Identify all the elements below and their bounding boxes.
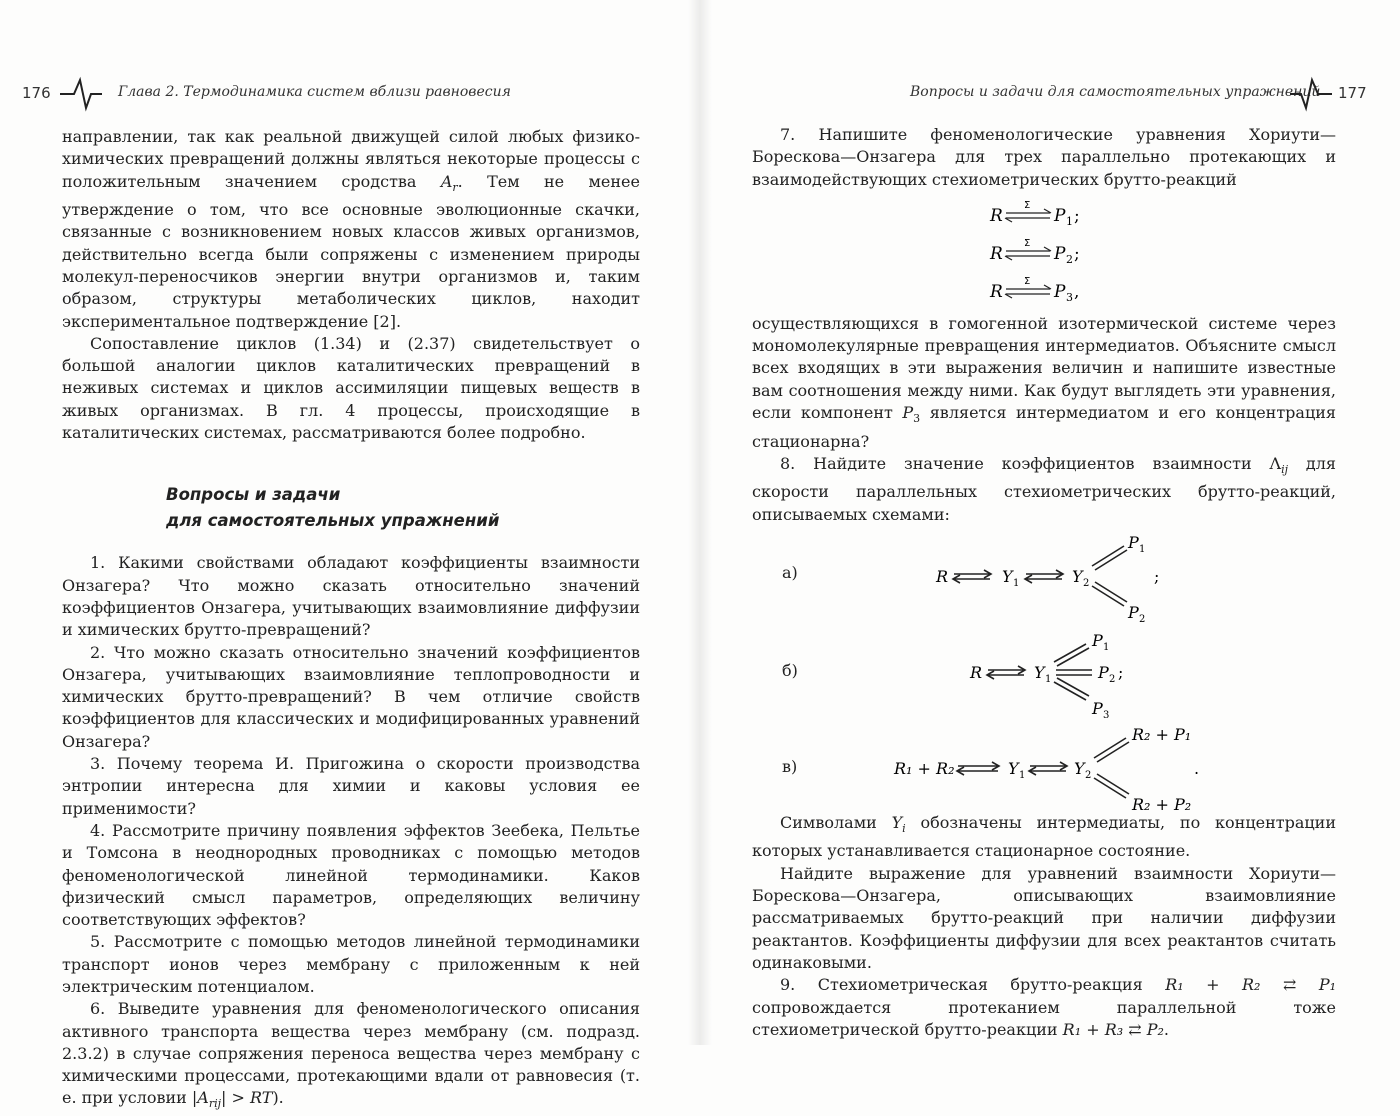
eq-rhs: P [1054, 243, 1066, 264]
condition: |A [191, 1088, 209, 1108]
scheme-end: . [1194, 758, 1200, 778]
arrow-head [1044, 247, 1051, 251]
eq-rhs: P [1054, 205, 1066, 226]
reactants-2: R₁ + R₃ [1062, 1019, 1124, 1039]
heading-line-1: Вопросы и задачи [166, 485, 341, 505]
arrow-head [1005, 256, 1012, 260]
sigma-label: Σ [1024, 275, 1031, 287]
eq-lhs: R [990, 205, 1003, 226]
eq-rhs: P [1054, 281, 1066, 302]
left-page [0, 0, 690, 1111]
scheme-end: ; [1154, 566, 1160, 586]
sub-P2: 2 [1139, 613, 1146, 625]
text-run: 9. Стехиометрическая брутто-реакция [780, 975, 1166, 995]
sub-Y2: 2 [1083, 577, 1090, 589]
pulse-icon [58, 76, 104, 112]
scheme-label: б) [782, 660, 798, 680]
product-1: P₁ [1318, 975, 1337, 995]
sigma-label: Σ [1024, 237, 1031, 249]
eq-lhs: R [990, 281, 1003, 302]
text-run: для скорости параллельных стехиометрических брутто-реакций, описываемых схемами: [752, 453, 1336, 524]
node-Y1: Y [1002, 566, 1013, 586]
eq-end: ; [1074, 205, 1080, 226]
node-R: R [970, 662, 983, 682]
right-page [710, 0, 1400, 1045]
condition-tail: | > RT [221, 1088, 273, 1108]
question-9: 9. Стехиометрическая брутто-реакция R₁ + R₂ ⇄ P₁ сопровождается протеканием параллельной тоже стехиометрической брутто-реакции R₁ + R₃ ⇄ P₂. [752, 975, 1337, 1039]
left-header [0, 76, 690, 112]
eq-sub: 1 [1066, 214, 1073, 228]
question-2: 2. Что можно сказать относительно значений коэффициентов Онзагера, учитывающих взаимовлияние теплопроводности и химических брутто-превращений? В чем отличие свойств коэффициентов для классических и модифицированных уравнений Онзагера? [62, 642, 640, 751]
question-7: 7. Напишите феноменологические уравнения Хориути—Борескова—Онзагера для трех параллельно протекающих и взаимодействующих стехиометрических брутто-реакций [752, 125, 1336, 189]
sub-Y1: 1 [1013, 577, 1020, 589]
section-heading [166, 482, 640, 534]
find-paragraph: Найдите выражение для уравнений взаимности Хориути—Борескова—Онзагера, описывающих взаимовлияние рассматриваемых брутто-реакций при наличии диффузии реактантов. Коэффициенты диффузии для всех реактантов считать одинаковыми. [752, 863, 1336, 972]
symbol-sub: ij [1281, 463, 1288, 477]
text-run: . Тем не менее утверждение о том, что все основные эволюционные скачки, связанные с возникновением новых классов живых организмов, действительно всегда были сопряжены с изменением природы молекул-переносчиков энергии внутри организмов и, таким образом, структуры метаболических циклов, находит экспериментальное подтверждение [2]. [62, 171, 640, 331]
sub-P1: 1 [1139, 543, 1146, 555]
sub-P2: 2 [1109, 673, 1116, 685]
scheme-c-diagram [892, 718, 1212, 814]
node-P1: P [1092, 630, 1103, 650]
sub-Y1: 1 [1019, 769, 1026, 781]
right-header [710, 76, 1400, 112]
question-4: 4. Рассмотрите причину появления эффектов Зеебека, Пельтье и Томсона в неоднородных проводниках с помощью методов феноменологической линейной термодинамики. Каков физический смысл параметров, определяющих величину соответствующих эффектов? [62, 820, 640, 930]
equation-svg [984, 199, 1104, 229]
node-P2: P [1128, 602, 1139, 622]
node-Y2: Y [1072, 566, 1083, 586]
symbol-sub: i [902, 822, 906, 836]
node-R: R [936, 566, 949, 586]
symbol-sub: r [452, 180, 458, 194]
scheme-b-diagram [964, 626, 1134, 722]
arrow-head [1044, 209, 1051, 213]
arrow-head [1005, 294, 1012, 298]
condition-sub: rij [208, 1097, 222, 1111]
intro-paragraph-1 [62, 126, 640, 333]
sigma-label: Σ [1024, 199, 1031, 211]
pulse-icon [1288, 76, 1334, 112]
scheme-b [752, 626, 1336, 722]
scheme-c [752, 722, 1336, 812]
scheme-end: ; [1118, 662, 1124, 682]
running-head: Глава 2. Термодинамика систем вблизи равновесия [118, 84, 511, 100]
equation-svg [984, 275, 1104, 305]
equation-3 [752, 275, 1336, 305]
scheme-label: в) [782, 756, 798, 776]
sub-P3: 3 [1103, 709, 1110, 721]
question-5: 5. Рассмотрите с помощью методов линейной термодинамики транспорт ионов через мембрану с приложенным к ней электрическим потенциалом. [62, 932, 640, 996]
reactants-1: R₁ + R₂ [1165, 975, 1261, 995]
equation-2 [752, 237, 1336, 267]
symbol-P: P [902, 403, 914, 423]
question-1: 1. Какими свойствами обладают коэффициенты взаимности Онзагера? Что можно сказать относительно значений коэффициентов Онзагера, учитывающих взаимовлияние диффузии и химических брутто-превращений? [62, 553, 640, 640]
symbols-paragraph [752, 812, 1336, 863]
text-run: обозначены интермедиаты, по концентрации которых устанавливается стационарное состояние. [752, 812, 1336, 861]
page-number: 176 [22, 84, 51, 102]
running-head: Вопросы и задачи для самостоятельных упражнений [910, 84, 1321, 100]
eq-end: ; [1074, 243, 1080, 264]
text-run: . [1163, 1019, 1170, 1039]
node-P2: P [1098, 662, 1109, 682]
sub-P1: 1 [1103, 641, 1110, 653]
arrow-head [1005, 218, 1012, 222]
symbol-Y: Y [891, 812, 903, 832]
node-bottom: R₂ + P₂ [1132, 794, 1192, 814]
right-body [752, 124, 1336, 1041]
symbol-sub: 3 [913, 412, 921, 426]
eq-lhs: R [990, 243, 1003, 264]
node-Y1: Y [1034, 662, 1045, 682]
node-P3: P [1092, 698, 1103, 718]
page-number: 177 [1338, 84, 1367, 102]
eq-sub: 2 [1066, 252, 1073, 266]
question-7-continued [752, 313, 1336, 453]
sub-Y2: 2 [1085, 769, 1092, 781]
equation-svg [984, 237, 1104, 267]
eq-end: , [1074, 281, 1080, 302]
node-Y1: Y [1008, 758, 1019, 778]
text-run: сопровождается протеканием параллельной тоже стехиометрической брутто-реакции [752, 997, 1336, 1039]
text-run: ). [272, 1088, 284, 1108]
node-P1: P [1128, 532, 1139, 552]
sub-Y1: 1 [1045, 673, 1052, 685]
text-run: 8. Найдите значение коэффициентов взаимности Λ [780, 453, 1282, 473]
scheme-label: а) [782, 562, 798, 582]
left-body [62, 126, 640, 1116]
question-6 [62, 998, 640, 1116]
node-top: R₂ + P₁ [1132, 724, 1192, 744]
text-run: Символами [780, 812, 892, 832]
text-run: осуществляющихся в гомогенной изотермической системе через мономолекулярные превращения интермедиатов. Объясните смысл всех входящих в эти выражения величин и напишите известные вам соотношения между ними. Как будут выглядеть эти уравнения, если компонент [752, 313, 1336, 423]
eq-sub: 3 [1066, 290, 1073, 304]
arrow-head [1044, 285, 1051, 289]
node-lhs: R₁ + R₂ [894, 758, 955, 778]
symbol-A: A [440, 171, 453, 191]
text-run: 6. Выведите уравнения для феноменологического описания активного транспорта вещества через мембрану (см. подразд. 2.3.2) в случае сопряжения переноса вещества через мембрану с химическими процессами, протекающими вдали от равновесия (т. е. при условии [62, 999, 640, 1108]
book-gutter [688, 0, 712, 1045]
question-8 [752, 453, 1336, 526]
scheme-a [752, 526, 1336, 626]
heading-line-2: для самостоятельных упражнений [166, 511, 500, 531]
scheme-a-diagram [932, 526, 1162, 626]
text-run: является интермедиатом и его концентрация стационарна? [752, 403, 1336, 451]
node-Y2: Y [1074, 758, 1085, 778]
intro-paragraph-2: Сопоставление циклов (1.34) и (2.37) свидетельствует о большой аналогии циклов каталитических превращений в неживых системах и циклов ассимиляции пищевых веществ в живых организмах. В гл. 4 процессы, происходящие в каталитических системах, рассматриваются более подробно. [62, 333, 640, 443]
question-3: 3. Почему теорема И. Пригожина о скорости производства энтропии интересна для химии и каковы условия ее применимости? [62, 754, 640, 818]
text-run: направлении, так как реальной движущей силой любых физико-химических превращений должны являться некоторые процессы с положительным значением сродства [62, 127, 640, 191]
equation-1 [752, 199, 1336, 229]
product-2: P₂ [1146, 1019, 1164, 1039]
